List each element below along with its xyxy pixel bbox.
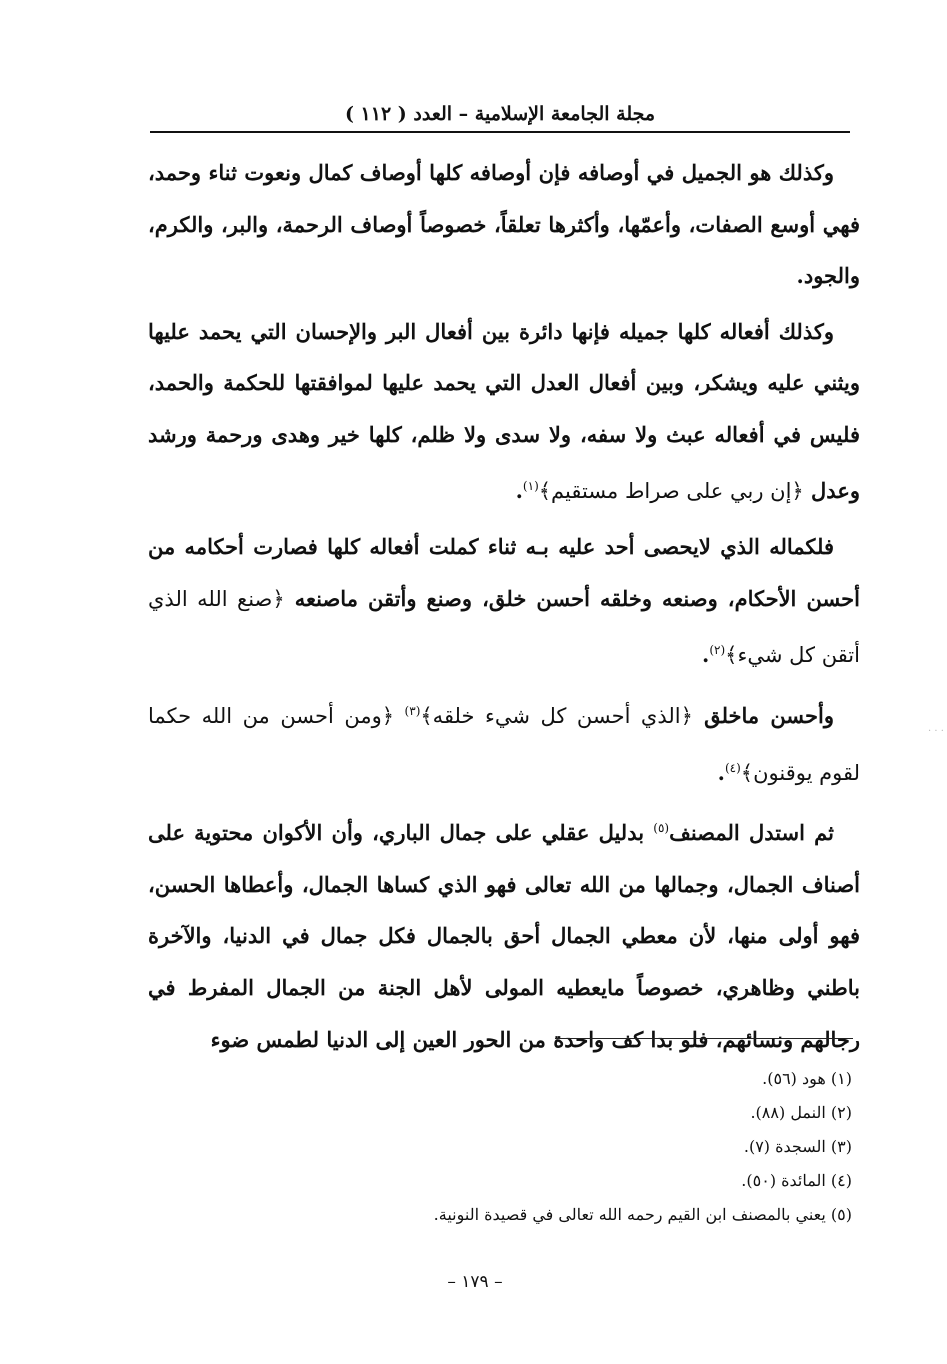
footnote-3: (٣) السجدة (٧). bbox=[743, 1137, 852, 1156]
footnote-ref-2: (٢) bbox=[709, 643, 726, 658]
quran-quote: ﴿الذي أحسن كل شيء خلقه﴾ bbox=[420, 703, 693, 728]
header-rule bbox=[150, 131, 850, 133]
footnote-separator bbox=[555, 1038, 853, 1039]
quran-quote: ﴿صنع الله الذي أتقن كل شيء﴾ bbox=[148, 586, 860, 668]
paragraph-1 bbox=[148, 147, 860, 302]
paragraph-3 bbox=[148, 521, 860, 682]
running-header: مجلة الجامعة الإسلامية – العدد ( ١١٢ ) bbox=[344, 103, 656, 125]
paragraph-4-text: وأحسن ماخلق bbox=[692, 702, 834, 728]
quran-quote: ﴿ومن أحسن من الله حكما لقوم يوقنون﴾ bbox=[148, 703, 860, 785]
quran-quote: ﴿إن ربي على صراط مستقيم﴾ bbox=[538, 478, 804, 503]
footnote-ref-5: (٥) bbox=[653, 821, 670, 836]
paragraph-2 bbox=[148, 306, 860, 517]
footnote-5: (٥) يعني بالمصنف ابن القيم رحمه الله تعالى في قصيدة النونية. bbox=[433, 1205, 852, 1224]
footnote-1: (١) هود (٥٦). bbox=[762, 1069, 852, 1088]
footnotes bbox=[360, 1062, 852, 1232]
footnote-4: (٤) المائدة (٥٠). bbox=[741, 1171, 852, 1190]
footnote-ref-1: (١) bbox=[522, 478, 539, 493]
page-number: – ١٧٩ – bbox=[447, 1272, 503, 1292]
paragraph-5-text-cont: بدليل عقلي على جمال الباري، وأن الأكوان محتوية على أصناف الجمال، وجمالها من الله تعالى فهو الذي كساها الجمال، وأعطاها الحسن، فهو أولى منها، لأن معطي الجمال أحق بالجمال فكل جمال في الدنيا، والآخرة باطني وظاهري، خصوصاً مايعطيه المولى لأهل الجنة من الجمال المفرط في رجالهم ونسائهم، فلو بدا كف واحدة من الحور العين إلى الدنيا لطمس ضوء bbox=[148, 820, 860, 1052]
paragraph-4-end: . bbox=[717, 759, 725, 785]
body-text bbox=[148, 147, 860, 1069]
paragraph-5 bbox=[148, 803, 860, 1065]
footnote-ref-4: (٤) bbox=[724, 760, 741, 775]
paragraph-2-text: وكذلك أفعاله كلها جميله فإنها دائرة بين أفعال البر والإحسان التي يحمد عليها ويثني عليه ويشكر، وبين أفعال العدل التي يحمد عليها لموافقتها للحكمة والحمد، فليس في أفعاله عبث ولا سفه، ولا سدى ولا ظلم، كلها خير وهدى ورحمة ورشد وعدل bbox=[148, 318, 860, 503]
scan-margin-mark: · · · bbox=[928, 726, 944, 737]
footnote-2: (٢) النمل (٨٨). bbox=[750, 1103, 852, 1122]
paragraph-3-text: فلكماله الذي لايحصى أحد عليه بـه ثناء كملت أفعاله كلها فصارت أحكامه من أحسن الأحكام، وصنعه وخلقه أحسن خلق، وصنع وأتقن ماصنعه bbox=[148, 534, 860, 611]
paragraph-2-end: . bbox=[515, 477, 523, 503]
paragraph-3-end: . bbox=[702, 642, 710, 668]
paragraph-1-text: وكذلك هو الجميل في أوصافه فإن أوصافه كلها أوصاف كمال ونعوت ثناء وحمد، فهي أوسع الصفات، وأعمّها، وأكثرها تعلقاً، خصوصاً أوصاف الرحمة، والبر، والكرم، والجود. bbox=[148, 160, 860, 289]
paragraph-5-text: ثم استدل المصنف bbox=[669, 820, 834, 846]
paragraph-4 bbox=[148, 686, 860, 799]
footnote-ref-3: (٣) bbox=[404, 703, 421, 718]
